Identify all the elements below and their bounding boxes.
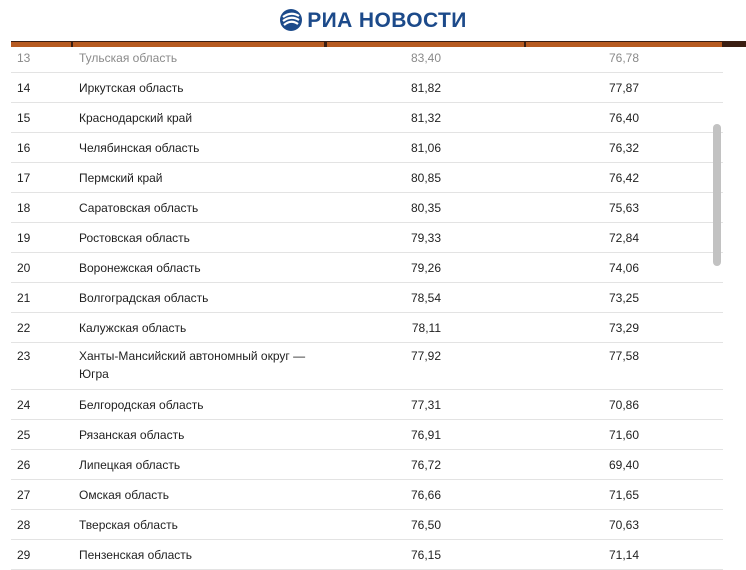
value-cell: 76,72 <box>410 458 441 472</box>
rank-cell: 17 <box>17 171 31 185</box>
value-cell: 78,11 <box>411 321 441 335</box>
value-cell: 76,78 <box>608 51 639 65</box>
value-cell: 71,65 <box>608 488 639 502</box>
value-cell: 69,40 <box>608 458 639 472</box>
rank-cell: 20 <box>17 261 31 275</box>
value-cell: 76,40 <box>608 111 639 125</box>
logo-text: РИА НОВОСТИ <box>307 8 467 32</box>
region-cell: Воронежская область <box>79 261 201 275</box>
rank-cell: 23 <box>17 349 31 363</box>
value-cell: 71,60 <box>608 428 639 442</box>
region-cell: Иркутская область <box>79 81 184 95</box>
value-cell: 76,15 <box>410 548 441 562</box>
region-cell: Липецкая область <box>79 458 181 472</box>
region-cell: Ханты-Мансийский автономный округ — Югра <box>79 349 306 381</box>
table-row <box>11 540 723 570</box>
rank-cell: 15 <box>17 111 31 125</box>
rank-cell: 28 <box>17 518 31 532</box>
value-cell: 79,26 <box>410 261 441 275</box>
table-row <box>11 43 723 73</box>
value-cell: 76,66 <box>410 488 441 502</box>
table-row <box>11 133 723 163</box>
table-row <box>11 103 723 133</box>
table-row <box>11 73 723 103</box>
table-row <box>11 390 723 420</box>
rank-cell: 16 <box>17 141 31 155</box>
value-cell: 78,54 <box>410 291 441 305</box>
value-cell: 77,31 <box>410 398 441 412</box>
rank-cell: 14 <box>17 81 31 95</box>
table-header-cell <box>11 42 71 47</box>
table-row <box>11 223 723 253</box>
value-cell: 73,25 <box>608 291 639 305</box>
value-cell: 76,50 <box>410 518 441 532</box>
site-logo[interactable] <box>279 0 467 41</box>
value-cell: 75,63 <box>608 201 639 215</box>
region-cell: Челябинская область <box>79 141 200 155</box>
table-header-cell <box>327 42 524 47</box>
region-cell: Рязанская область <box>79 428 185 442</box>
value-cell: 77,58 <box>608 349 639 363</box>
rank-cell: 29 <box>17 548 31 562</box>
ria-novosti-logo-icon <box>279 8 303 32</box>
value-cell: 81,32 <box>410 111 441 125</box>
value-cell: 70,63 <box>608 518 639 532</box>
value-cell: 83,40 <box>410 51 441 65</box>
value-cell: 76,91 <box>410 428 441 442</box>
region-cell: Омская область <box>79 488 170 502</box>
value-cell: 76,32 <box>608 141 639 155</box>
rank-cell: 25 <box>17 428 31 442</box>
value-cell: 77,92 <box>410 349 441 363</box>
region-cell: Волгоградская область <box>79 291 209 305</box>
region-cell: Пензенская область <box>79 548 193 562</box>
value-cell: 79,33 <box>410 231 441 245</box>
table-row <box>11 450 723 480</box>
value-cell: 77,87 <box>608 81 639 95</box>
rank-cell: 18 <box>17 201 31 215</box>
region-cell: Саратовская область <box>79 201 199 215</box>
value-cell: 80,35 <box>410 201 441 215</box>
table-header-cell <box>526 42 722 47</box>
table-row <box>11 283 723 313</box>
region-cell: Тульская область <box>79 51 178 65</box>
scrollbar-thumb[interactable] <box>713 124 721 266</box>
region-cell: Пермский край <box>79 171 163 185</box>
ranking-table <box>11 43 723 570</box>
region-cell: Калужская область <box>79 321 187 335</box>
table-row <box>11 420 723 450</box>
value-cell: 76,42 <box>608 171 639 185</box>
value-cell: 80,85 <box>410 171 441 185</box>
value-cell: 71,14 <box>608 548 639 562</box>
rank-cell: 24 <box>17 398 31 412</box>
region-cell: Краснодарский край <box>79 111 193 125</box>
table-row <box>11 253 723 283</box>
rank-cell: 21 <box>17 291 31 305</box>
value-cell: 70,86 <box>608 398 639 412</box>
table-row <box>11 163 723 193</box>
rank-cell: 13 <box>17 51 31 65</box>
table-header-band <box>11 41 746 47</box>
table-header-cell <box>73 42 324 47</box>
value-cell: 81,82 <box>410 81 441 95</box>
table-row <box>11 313 723 343</box>
table-row <box>11 343 723 390</box>
rank-cell: 27 <box>17 488 31 502</box>
region-cell: Белгородская область <box>79 398 204 412</box>
rank-cell: 26 <box>17 458 31 472</box>
value-cell: 81,06 <box>410 141 441 155</box>
value-cell: 74,06 <box>608 261 639 275</box>
value-cell: 72,84 <box>608 231 639 245</box>
site-header <box>0 0 746 41</box>
rank-cell: 19 <box>17 231 31 245</box>
region-cell: Ростовская область <box>79 231 190 245</box>
table-row <box>11 193 723 223</box>
table-row <box>11 510 723 540</box>
value-cell: 73,29 <box>608 321 639 335</box>
region-cell: Тверская область <box>79 518 178 532</box>
table-row <box>11 480 723 510</box>
rank-cell: 22 <box>17 321 31 335</box>
